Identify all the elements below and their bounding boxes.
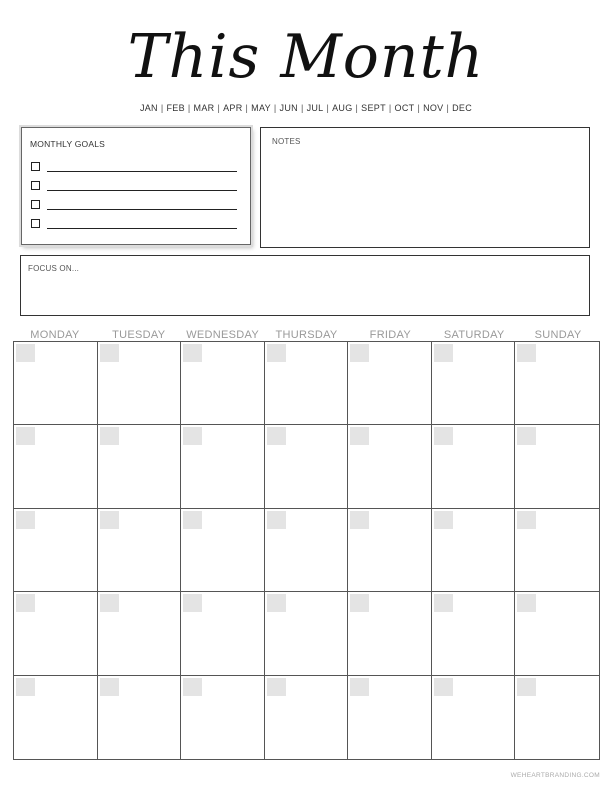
goal-row	[31, 219, 241, 231]
calendar-day-cell[interactable]	[98, 342, 182, 425]
month-separator: |	[300, 103, 304, 113]
month-separator: |	[160, 103, 164, 113]
monthly-goals-box	[21, 127, 251, 245]
calendar-day-cell[interactable]	[348, 342, 432, 425]
date-number-box	[434, 594, 453, 612]
date-number-box	[100, 344, 119, 362]
footer-credit: WEHEARTBRANDING.COM	[510, 772, 600, 779]
date-number-box	[350, 594, 369, 612]
date-number-box	[434, 427, 453, 445]
goal-line-input[interactable]	[47, 228, 237, 229]
date-number-box	[100, 427, 119, 445]
date-number-box	[267, 427, 286, 445]
goal-row	[31, 162, 241, 174]
date-number-box	[100, 511, 119, 529]
month-separator: |	[355, 103, 359, 113]
calendar-day-cell[interactable]	[515, 592, 599, 675]
month-separator: |	[388, 103, 392, 113]
date-number-box	[16, 511, 35, 529]
date-number-box	[100, 678, 119, 696]
month-jul[interactable]: JUL	[306, 103, 324, 113]
calendar-day-cell[interactable]	[515, 425, 599, 508]
day-header-monday: MONDAY	[30, 329, 80, 341]
calendar-day-cell[interactable]	[98, 509, 182, 592]
goal-checkbox[interactable]	[31, 162, 40, 171]
calendar-day-cell[interactable]	[181, 342, 265, 425]
date-number-box	[517, 594, 536, 612]
calendar-day-cell[interactable]	[265, 592, 349, 675]
focus-box[interactable]	[20, 255, 590, 316]
date-number-box	[267, 678, 286, 696]
calendar-day-cell[interactable]	[181, 592, 265, 675]
month-aug[interactable]: AUG	[332, 103, 353, 113]
calendar-day-cell[interactable]	[432, 425, 516, 508]
goal-checkbox[interactable]	[31, 219, 40, 228]
date-number-box	[183, 511, 202, 529]
calendar-day-cell[interactable]	[14, 425, 98, 508]
month-separator: |	[446, 103, 450, 113]
date-number-box	[267, 511, 286, 529]
month-separator: |	[273, 103, 277, 113]
goal-line-input[interactable]	[47, 209, 237, 210]
date-number-box	[16, 427, 35, 445]
day-header-sunday: SUNDAY	[534, 329, 582, 341]
focus-label: FOCUS ON...	[28, 264, 80, 273]
date-number-box	[517, 344, 536, 362]
date-number-box	[350, 678, 369, 696]
date-number-box	[183, 344, 202, 362]
date-number-box	[434, 344, 453, 362]
calendar-day-cell[interactable]	[515, 676, 599, 759]
goal-row	[31, 181, 241, 193]
monthly-goals-label: MONTHLY GOALS	[30, 139, 106, 149]
day-header-wednesday: WEDNESDAY	[186, 329, 260, 341]
date-number-box	[100, 594, 119, 612]
calendar-day-cell[interactable]	[181, 676, 265, 759]
day-header-saturday: SATURDAY	[443, 329, 505, 341]
month-apr[interactable]: APR	[223, 103, 243, 113]
calendar-day-cell[interactable]	[432, 342, 516, 425]
calendar-day-cell[interactable]	[98, 425, 182, 508]
notes-label: NOTES	[272, 137, 301, 146]
month-mar[interactable]: MAR	[193, 103, 215, 113]
calendar-day-cell[interactable]	[181, 509, 265, 592]
calendar-day-cell[interactable]	[348, 592, 432, 675]
goal-line-input[interactable]	[47, 190, 237, 191]
day-header-friday: FRIDAY	[369, 329, 411, 341]
month-separator: |	[417, 103, 421, 113]
calendar-day-cell[interactable]	[515, 342, 599, 425]
calendar-day-cell[interactable]	[98, 676, 182, 759]
calendar-day-cell[interactable]	[98, 592, 182, 675]
date-number-box	[16, 678, 35, 696]
month-feb[interactable]: FEB	[166, 103, 185, 113]
date-number-box	[434, 511, 453, 529]
month-selector	[0, 103, 612, 113]
goal-checkbox[interactable]	[31, 181, 40, 190]
month-oct[interactable]: OCT	[394, 103, 415, 113]
calendar-day-cell[interactable]	[265, 509, 349, 592]
date-number-box	[517, 678, 536, 696]
calendar-day-cell[interactable]	[265, 342, 349, 425]
goal-line-input[interactable]	[47, 171, 237, 172]
month-dec[interactable]: DEC	[452, 103, 473, 113]
calendar-day-cell[interactable]	[515, 509, 599, 592]
date-number-box	[183, 594, 202, 612]
day-header-thursday: THURSDAY	[275, 329, 338, 341]
date-number-box	[183, 427, 202, 445]
month-separator: |	[326, 103, 330, 113]
date-number-box	[517, 427, 536, 445]
calendar-day-cell[interactable]	[432, 592, 516, 675]
notes-box[interactable]	[260, 127, 590, 248]
month-jan[interactable]: JAN	[139, 103, 158, 113]
date-number-box	[350, 511, 369, 529]
date-number-box	[267, 594, 286, 612]
calendar-day-cell[interactable]	[265, 676, 349, 759]
calendar-day-cell[interactable]	[432, 509, 516, 592]
date-number-box	[434, 678, 453, 696]
date-number-box	[267, 344, 286, 362]
calendar-day-cell[interactable]	[432, 676, 516, 759]
calendar-day-cell[interactable]	[348, 509, 432, 592]
date-number-box	[16, 344, 35, 362]
calendar-day-cell[interactable]	[14, 592, 98, 675]
date-number-box	[350, 427, 369, 445]
date-number-box	[350, 344, 369, 362]
calendar-day-cell[interactable]	[14, 509, 98, 592]
month-jun[interactable]: JUN	[279, 103, 298, 113]
calendar-day-cell[interactable]	[348, 425, 432, 508]
day-header-tuesday: TUESDAY	[112, 329, 166, 341]
calendar-day-cell[interactable]	[14, 342, 98, 425]
page-title: This Month	[127, 22, 485, 92]
calendar-grid	[13, 341, 600, 760]
month-separator: |	[217, 103, 221, 113]
month-separator: |	[187, 103, 191, 113]
date-number-box	[183, 678, 202, 696]
calendar-day-cell[interactable]	[181, 425, 265, 508]
calendar-day-cell[interactable]	[14, 676, 98, 759]
goal-checkbox[interactable]	[31, 200, 40, 209]
month-nov[interactable]: NOV	[423, 103, 444, 113]
calendar-day-cell[interactable]	[348, 676, 432, 759]
calendar-day-cell[interactable]	[265, 425, 349, 508]
month-may[interactable]: MAY	[251, 103, 271, 113]
date-number-box	[16, 594, 35, 612]
date-number-box	[517, 511, 536, 529]
goal-row	[31, 200, 241, 212]
month-sept[interactable]: SEPT	[361, 103, 386, 113]
month-separator: |	[245, 103, 249, 113]
